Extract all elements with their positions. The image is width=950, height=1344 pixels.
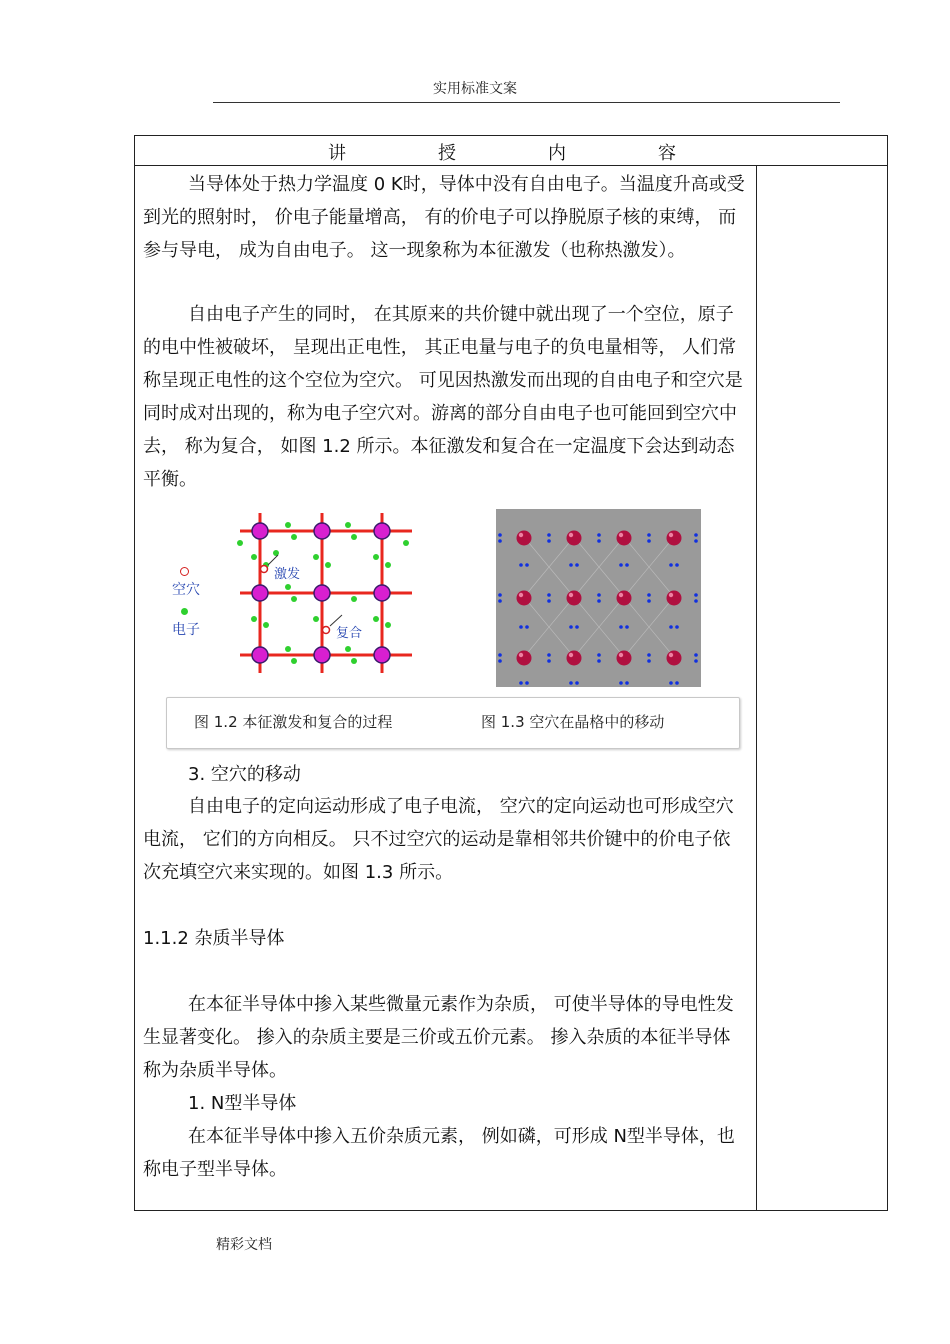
paragraph-hole-definition: 自由电子产生的同时， 在其原来的共价键中就出现了一个空位，原子的电中性被破坏， 呈现出正电性， 其正电量与电子的负电量相等， 人们常称呈现正电性的这个空位为空穴。 可见因热激发而出现的自由电子和空穴是同时成对出现的，称为电子空穴对。游离的部分自由电子也可能回到空穴中去， 称为复合， 如图 1.2 所示。本征激发和复合在一定温度下会达到动态平衡。 [143,304,743,490]
figure-1-2-lattice-diagram [236,513,416,683]
page-header-title: 实用标准文案 [433,81,517,97]
n-type-heading: 1. N型半导体 [188,1093,297,1114]
paragraph-impurity-semiconductor: 在本征半导体中掺入某些微量元素作为杂质， 可使半导体的导电性发生显著变化。 掺入的杂质主要是三价或五价元素。 掺入杂质的本征半导体称为杂质半导体。 [143,994,734,1081]
figure-1-3-caption: 图 1.3 空穴在晶格中的移动 [481,713,665,731]
section-1-1-2-heading: 1.1.2 杂质半导体 [143,928,285,949]
paragraph-hole-movement: 自由电子的定向运动形成了电子电流， 空穴的定向运动也可形成空穴电流， 它们的方向相反。 只不过空穴的运动是靠相邻共价键中的价电子依次充填空穴来实现的。如图 1.3 所示。 [143,796,734,883]
legend-hole-marker [180,567,189,576]
label-recombine: 复合 [336,626,363,641]
legend-electron-marker [181,608,188,615]
label-excite: 激发 [274,567,301,582]
header-divider [213,102,840,103]
figure-block [166,503,740,749]
paragraph-intrinsic-excitation: 当导体处于热力学温度 0 K时，导体中没有自由电子。当温度升高或受到光的照射时， 价电子能量增高， 有的价电子可以挣脱原子核的束缚， 而参与导电， 成为自由电子。 这一现象称为本征激发（也称热激发）。 [143,174,745,261]
header-char-1: 讲 [328,143,346,164]
page-footer: 精彩文档 [216,1237,272,1253]
header-char-2: 授 [438,143,456,164]
section-3-heading: 3. 空穴的移动 [188,764,301,785]
figure-1-3-lattice-image [496,509,701,687]
header-char-4: 容 [658,143,676,164]
figure-1-2-caption: 图 1.2 本征激发和复合的过程 [194,713,393,731]
table-column-header [134,137,888,165]
header-char-3: 内 [548,143,566,164]
table-header-divider [134,165,888,166]
table-column-divider [756,165,757,1211]
legend-electron-label: 电子 [172,622,200,638]
legend-hole-label: 空穴 [172,582,200,598]
paragraph-n-type: 在本征半导体中掺入五价杂质元素， 例如磷，可形成 N型半导体，也称电子型半导体。 [143,1126,735,1180]
